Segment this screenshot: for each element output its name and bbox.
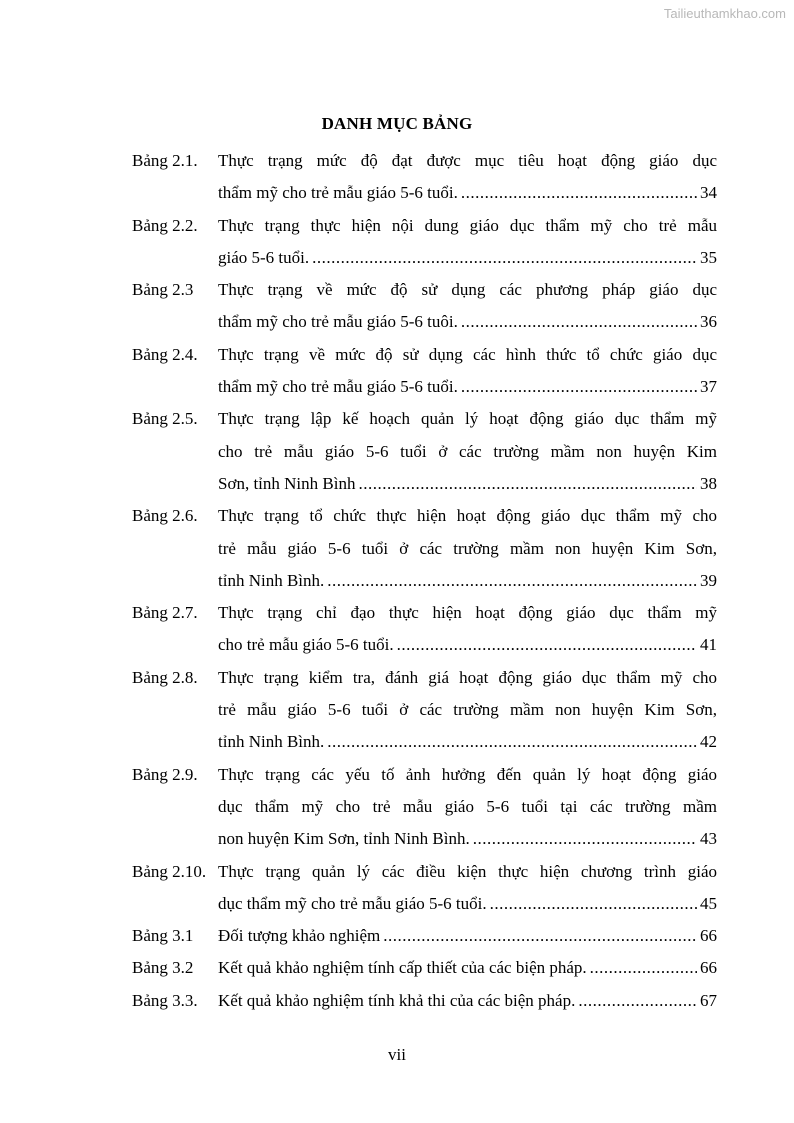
table-entry[interactable] [132, 856, 717, 921]
table-entry-last-line [218, 726, 717, 758]
table-entry-label: Bảng 2.8. [132, 667, 198, 687]
table-entry-text: Kết quả khảo nghiệm tính khả thi của các biện pháp. [218, 990, 576, 1010]
table-entry[interactable] [132, 339, 717, 404]
dot-leader [383, 920, 697, 952]
table-entry-label: Bảng 3.2 [132, 958, 194, 978]
table-entry-label: Bảng 2.2. [132, 215, 198, 235]
table-entry-page-number: 66 [700, 926, 717, 946]
table-entry-text-line: Thực trạng các yếu tố ảnh hưởng đến quản lý hoạt động giáo [218, 764, 717, 784]
table-entry-page-number: 39 [700, 570, 717, 590]
table-entry-body [218, 339, 717, 404]
table-entry-last-line [218, 177, 717, 209]
table-entry-body [218, 597, 717, 662]
table-entry[interactable] [132, 500, 717, 597]
table-entry-label: Bảng 2.9. [132, 764, 198, 784]
table-entry-body [218, 759, 717, 856]
table-entry-page-number: 37 [700, 377, 717, 397]
table-entry-text-line: dục thẩm mỹ cho trẻ mẫu giáo 5-6 tuổi tại các trường mầm [218, 796, 717, 816]
table-entry-label: Bảng 2.10. [132, 861, 207, 881]
dot-leader [490, 888, 697, 920]
page-number: vii [388, 1045, 406, 1064]
table-entry-last-line [218, 920, 717, 952]
table-entry-last-line [218, 823, 717, 855]
table-entry-text: dục thẩm mỹ cho trẻ mẫu giáo 5-6 tuổi. [218, 893, 487, 913]
table-entry-last-line [218, 371, 717, 403]
table-entry-body [218, 274, 717, 339]
table-entry-text-line: Thực trạng thực hiện nội dung giáo dục thẩm mỹ cho trẻ mẫu [218, 215, 717, 235]
table-entry-label: Bảng 2.5. [132, 409, 198, 429]
table-entry-page-number: 45 [700, 893, 717, 913]
table-entry-label: Bảng 2.4. [132, 344, 198, 364]
table-entry-last-line [218, 985, 717, 1017]
table-entry-page-number: 66 [700, 958, 717, 978]
table-entry-last-line [218, 952, 717, 984]
dot-leader [461, 177, 697, 209]
table-entry-text-line: trẻ mẫu giáo 5-6 tuổi ở các trường mầm non huyện Kim Sơn, [218, 538, 717, 558]
table-entry-text-line: Thực trạng về mức độ sử dụng các phương pháp giáo dục [218, 280, 717, 300]
table-entry[interactable] [132, 403, 717, 500]
table-entry-label: Bảng 2.3 [132, 280, 194, 300]
table-entry-text-line: cho trẻ mẫu giáo 5-6 tuổi ở các trường mầm non huyện Kim [218, 441, 717, 461]
table-entry[interactable] [132, 952, 717, 984]
page-title: DANH MỤC BẢNG [321, 114, 473, 133]
table-entry-text: cho trẻ mẫu giáo 5-6 tuổi. [218, 635, 394, 655]
table-entry-body [218, 145, 717, 210]
table-entry-text-line: Thực trạng lập kế hoạch quản lý hoạt động giáo dục thẩm mỹ [218, 409, 717, 429]
dot-leader [327, 726, 697, 758]
table-entry-last-line [218, 629, 717, 661]
table-entry-text: Kết quả khảo nghiệm tính cấp thiết của các biện pháp. [218, 958, 587, 978]
table-entry[interactable] [132, 985, 717, 1017]
table-entry-body [218, 920, 717, 952]
table-entry-body [218, 952, 717, 984]
table-entry-page-number: 41 [700, 635, 717, 655]
table-entry-text-line: Thực trạng chỉ đạo thực hiện hoạt động giáo dục thẩm mỹ [218, 603, 717, 623]
table-entry-label: Bảng 3.3. [132, 990, 198, 1010]
table-entry-last-line [218, 306, 717, 338]
table-entry-page-number: 35 [700, 247, 717, 267]
table-entry-last-line [218, 468, 717, 500]
table-entry-page-number: 36 [700, 312, 717, 332]
dot-leader [590, 952, 697, 984]
dot-leader [461, 306, 697, 338]
dot-leader [461, 371, 697, 403]
table-entry-text: non huyện Kim Sơn, tỉnh Ninh Bình. [218, 829, 470, 849]
dot-leader [578, 985, 697, 1017]
table-entry[interactable] [132, 920, 717, 952]
table-entry[interactable] [132, 597, 717, 662]
table-entry-body [218, 662, 717, 759]
table-entry-body [218, 210, 717, 275]
table-entry-text: thẩm mỹ cho trẻ mẫu giáo 5-6 tuổi. [218, 183, 458, 203]
table-entry-text: thẩm mỹ cho trẻ mẫu giáo 5-6 tuổi. [218, 377, 458, 397]
table-entry-text-line: Thực trạng mức độ đạt được mục tiêu hoạt động giáo dục [218, 151, 717, 170]
table-list [132, 145, 717, 1017]
table-entry[interactable] [132, 662, 717, 759]
table-entry-last-line [218, 888, 717, 920]
table-entry-page-number: 34 [700, 183, 717, 203]
table-entry[interactable] [132, 145, 717, 210]
table-entry-text: tỉnh Ninh Bình. [218, 570, 325, 590]
table-entry-body [218, 500, 717, 597]
table-entry-text: thẩm mỹ cho trẻ mẫu giáo 5-6 tuôi. [218, 312, 458, 332]
table-entry-page-number: 38 [700, 473, 717, 493]
table-entry-body [218, 403, 717, 500]
watermark: Tailieuthamkhao.com [663, 6, 786, 21]
table-entry-label: Bảng 3.1 [132, 926, 194, 946]
dot-leader [358, 468, 697, 500]
dot-leader [397, 629, 697, 661]
table-entry-label: Bảng 2.7. [132, 603, 198, 623]
table-entry-text: giáo 5-6 tuổi. [218, 247, 310, 267]
table-entry-body [218, 985, 717, 1017]
table-entry-last-line [218, 565, 717, 597]
dot-leader [473, 823, 697, 855]
table-entry-last-line [218, 242, 717, 274]
table-entry-text: Sơn, tỉnh Ninh Bình [218, 473, 356, 493]
table-entry-page-number: 67 [700, 990, 717, 1010]
table-entry[interactable] [132, 274, 717, 339]
table-entry-label: Bảng 2.1. [132, 151, 198, 170]
table-entry-text: tỉnh Ninh Bình. [218, 732, 325, 752]
table-entry[interactable] [132, 759, 717, 856]
table-entry[interactable] [132, 210, 717, 275]
table-entry-text: Đối tượng khảo nghiệm [218, 926, 381, 946]
table-entry-label: Bảng 2.6. [132, 506, 198, 526]
table-entry-body [218, 856, 717, 921]
table-entry-text-line: Thực trạng quản lý các điều kiện thực hiện chương trình giáo [218, 861, 717, 881]
dot-leader [327, 565, 697, 597]
table-entry-page-number: 43 [700, 829, 717, 849]
table-entry-text-line: Thực trạng tổ chức thực hiện hoạt động giáo dục thẩm mỹ cho [218, 506, 717, 526]
table-entry-text-line: trẻ mẫu giáo 5-6 tuổi ở các trường mầm non huyện Kim Sơn, [218, 700, 717, 720]
table-entry-text-line: Thực trạng kiểm tra, đánh giá hoạt động giáo dục thẩm mỹ cho [218, 667, 717, 687]
table-entry-page-number: 42 [700, 732, 717, 752]
dot-leader [312, 242, 697, 274]
table-entry-text-line: Thực trạng về mức độ sử dụng các hình thức tổ chức giáo dục [218, 344, 717, 364]
